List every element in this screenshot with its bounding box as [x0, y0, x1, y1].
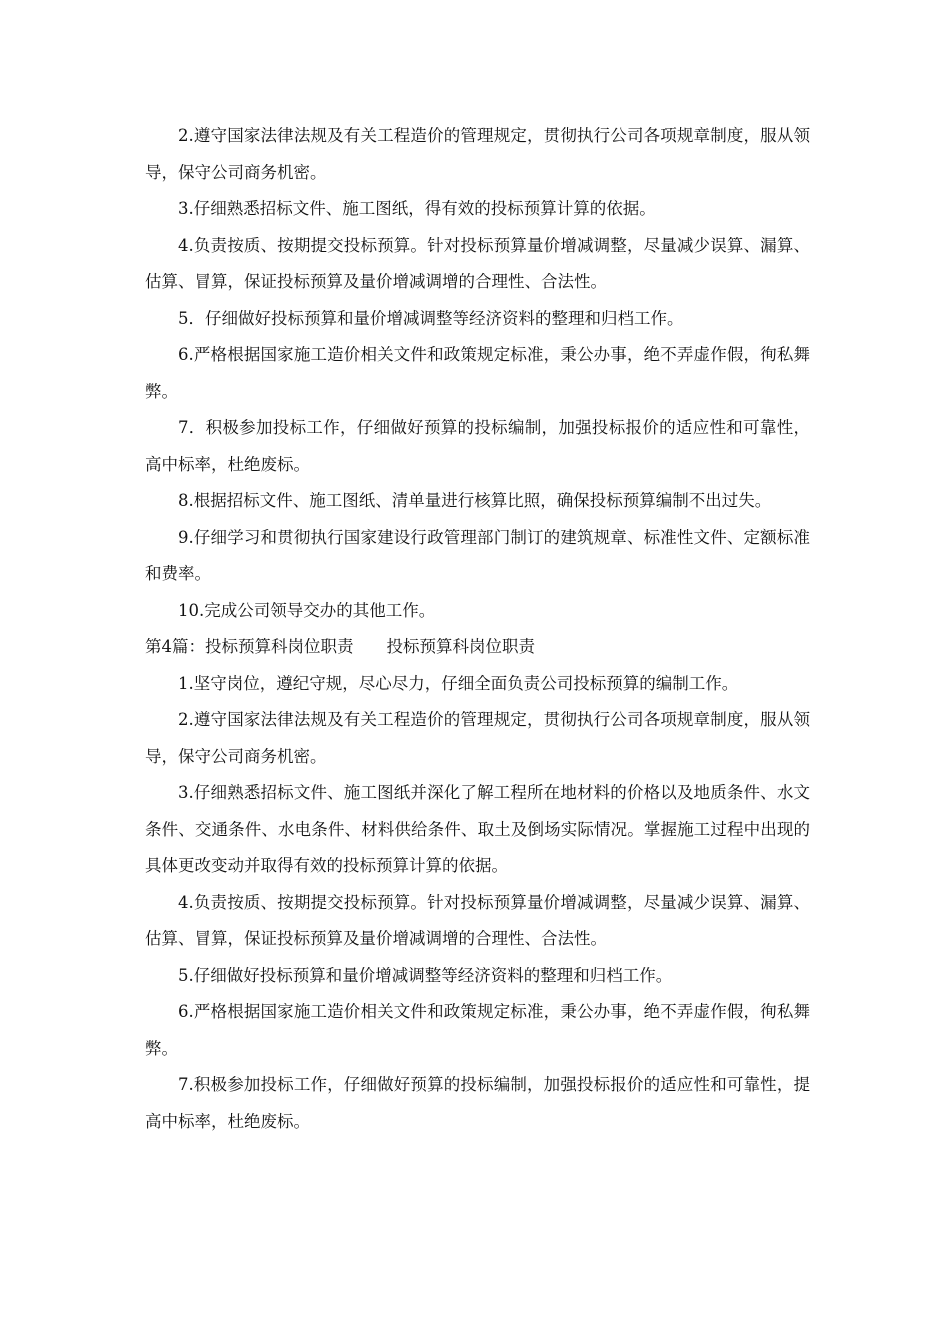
- paragraph-b2: 2.遵守国家法律法规及有关工程造价的管理规定，贯彻执行公司各项规章制度，服从领导，保守公司商务机密。: [145, 710, 810, 766]
- paragraph-a2: 3.仔细熟悉招标文件、施工图纸，得有效的投标预算计算的依据。: [178, 199, 656, 218]
- paragraph-a9: 10.完成公司领导交办的其他工作。: [178, 600, 436, 620]
- paragraph-b1: 1.坚守岗位，遵纪守规，尽心尽力，仔细全面负责公司投标预算的编制工作。: [178, 673, 739, 693]
- document-body: [145, 118, 810, 1140]
- paragraph-b7: 7.积极参加投标工作，仔细做好预算的投标编制，加强投标报价的适应性和可靠性，提高中标率，杜绝废标。: [145, 1075, 810, 1131]
- paragraph-b3: 3.仔细熟悉招标文件、施工图纸并深化了解工程所在地材料的价格以及地质条件、水文条件、交通条件、水电条件、材料供给条件、取土及倒场实际情况。掌握施工过程中出现的具体更改变动并取得有效的投标预算计算的依据。: [145, 783, 810, 875]
- paragraph-b5: 5.仔细做好投标预算和量价增减调整等经济资料的整理和归档工作。: [178, 965, 673, 985]
- paragraph-b6: 6.严格根据国家施工造价相关文件和政策规定标准，秉公办事，绝不弄虚作假，徇私舞弊。: [145, 1002, 810, 1058]
- paragraph-a6: 7．积极参加投标工作，仔细做好预算的投标编制，加强投标报价的适应性和可靠性，高中标率，杜绝废标。: [145, 418, 810, 474]
- paragraph-a5: 6.严格根据国家施工造价相关文件和政策规定标准，秉公办事，绝不弄虚作假，徇私舞弊。: [145, 345, 810, 401]
- paragraph-b4: 4.负责按质、按期提交投标预算。针对投标预算量价增减调整，尽量减少误算、漏算、估算、冒算，保证投标预算及量价增减调增的合理性、合法性。: [145, 892, 810, 948]
- paragraph-a1: 2.遵守国家法律法规及有关工程造价的管理规定，贯彻执行公司各项规章制度，服从领导，保守公司商务机密。: [145, 126, 810, 182]
- paragraph-a4: 5．仔细做好投标预算和量价增减调整等经济资料的整理和归档工作。: [178, 308, 684, 328]
- paragraph-a7: 8.根据招标文件、施工图纸、清单量进行核算比照，确保投标预算编制不出过失。: [178, 491, 772, 510]
- paragraph-a3: 4.负责按质、按期提交投标预算。针对投标预算量价增减调整，尽量减少误算、漏算、估算、冒算，保证投标预算及量价增减调增的合理性、合法性。: [145, 235, 810, 291]
- section-heading: 第4篇：投标预算科岗位职责 投标预算科岗位职责: [145, 637, 535, 656]
- paragraph-a8: 9.仔细学习和贯彻执行国家建设行政管理部门制订的建筑规章、标准性文件、定额标准和费率。: [145, 527, 810, 583]
